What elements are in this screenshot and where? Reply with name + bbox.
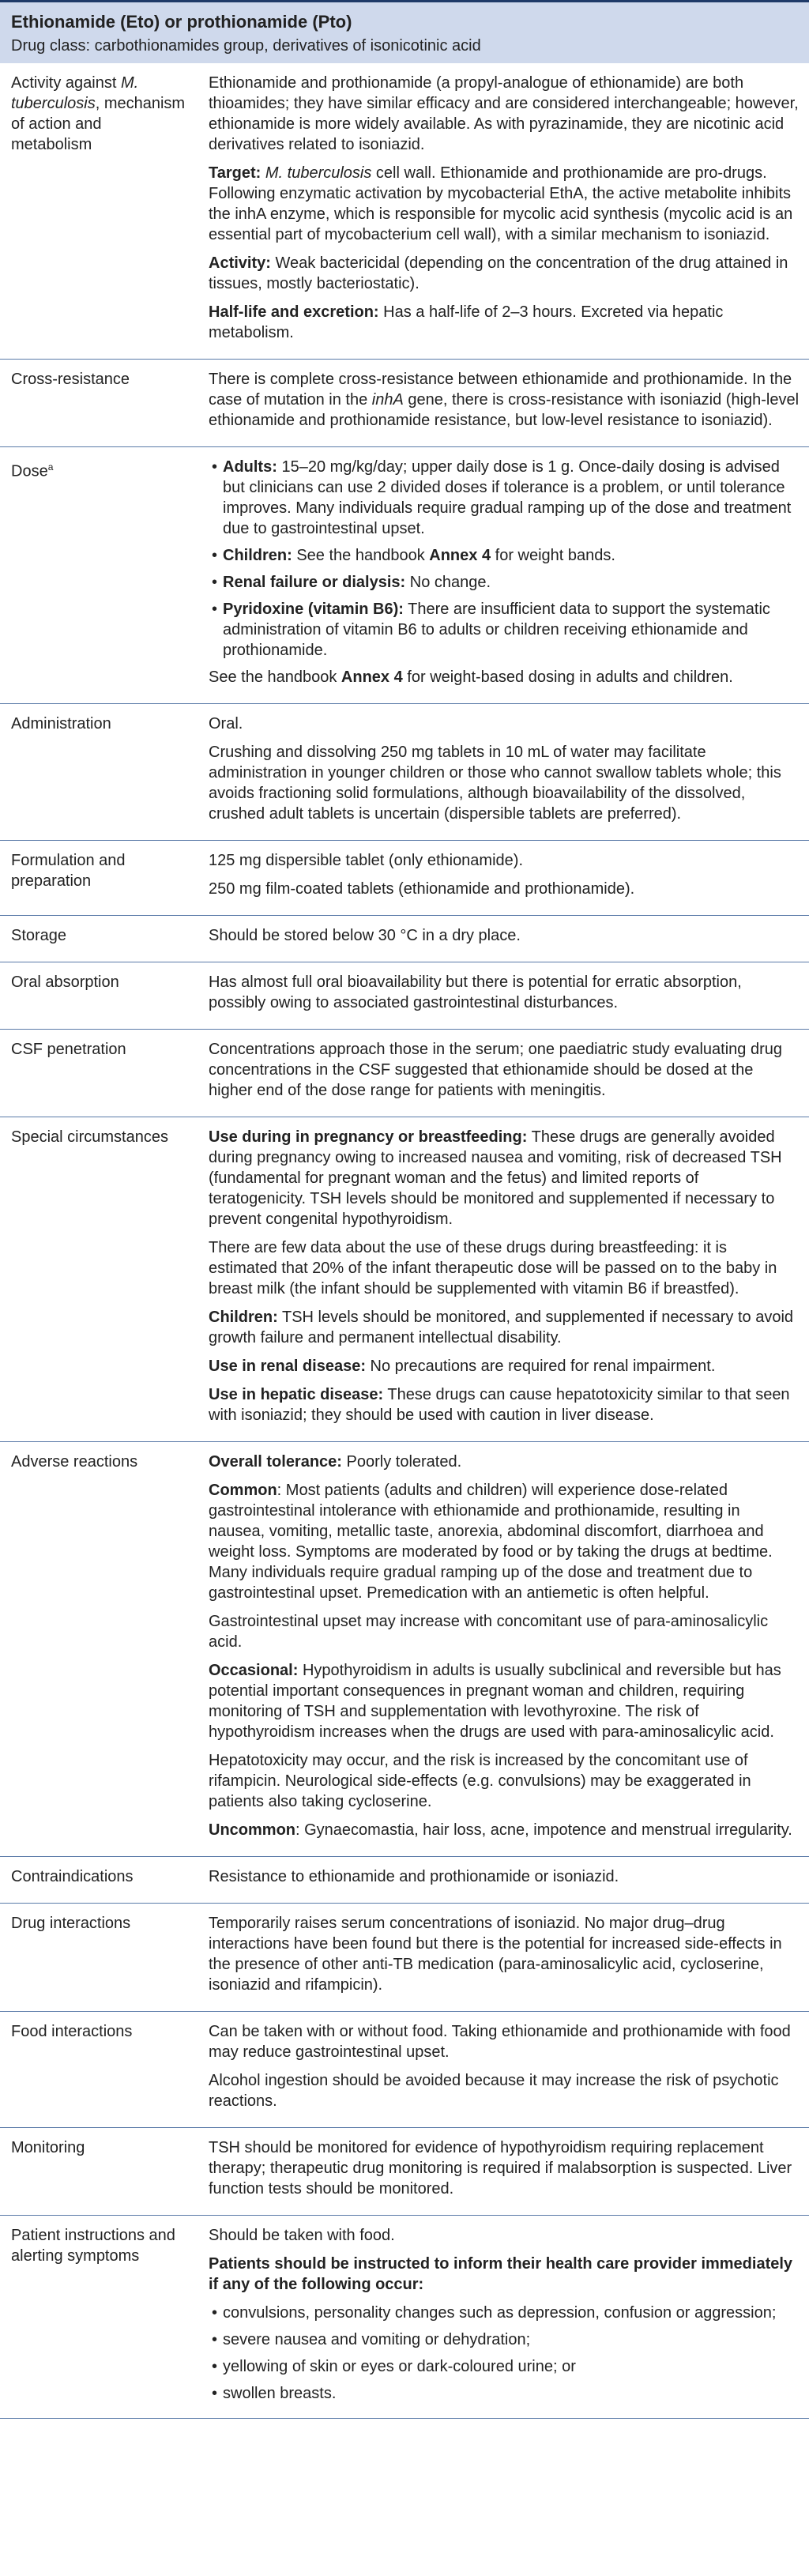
alert-symptom-list — [209, 2303, 800, 2404]
paragraph: Concentrations approach those in the serum; one paediatric study evaluating drug concentrations in the CSF suggested that ethionamide should be dosed at the higher end of the dose range for patients with meningitis. — [209, 1041, 783, 1099]
row-content — [194, 2012, 809, 2128]
label-text: Dose — [11, 462, 48, 480]
paragraph — [209, 1384, 800, 1425]
text: for weight-based dosing in adults and children. — [402, 668, 733, 686]
label-organism: M. tuberculosis — [11, 74, 139, 112]
paragraph — [209, 667, 800, 687]
row-label: Food interactions — [0, 2012, 194, 2128]
hepatic-label: Use in hepatic disease: — [209, 1386, 384, 1403]
paragraph — [209, 302, 800, 343]
list-item: • swollen breasts. — [223, 2383, 800, 2404]
paragraph: Resistance to ethionamide and prothionamide or isoniazid. — [209, 1868, 619, 1885]
row-csf-penetration — [0, 1030, 809, 1117]
text: See the handbook — [209, 668, 341, 686]
paragraph — [209, 369, 800, 431]
row-content — [194, 1117, 809, 1442]
list-item — [223, 457, 800, 539]
common-label: Common — [209, 1482, 277, 1499]
paragraph: Should be stored below 30 °C in a dry place. — [209, 927, 521, 944]
row-content — [194, 360, 809, 447]
paragraph: Crushing and dissolving 250 mg tablets in 10 mL of water may facilitate administration in younger children or those who cannot swallow tablets whole; this avoids fractioning solid formulations, although bioavailability of the dissolved, crushed adult tablets is uncertain (dispersible tablets are preferred). — [209, 744, 781, 823]
row-content — [194, 1904, 809, 2012]
row-content — [194, 1857, 809, 1904]
pyridoxine-text: There are insufficient data to support the systematic administration of vitamin B6 to adults or children receiving ethionamide and prothionamide. — [223, 601, 770, 659]
page-title: Ethionamide (Eto) or prothionamide (Pto) — [11, 12, 352, 32]
gene-name: inhA — [371, 391, 404, 409]
paragraph — [209, 1307, 800, 1348]
paragraph — [209, 1356, 800, 1377]
row-dose — [0, 447, 809, 704]
paragraph: Gastrointestinal upset may increase with concomitant use of para-aminosalicylic acid. — [209, 1613, 769, 1651]
target-text: cell wall. Ethionamide and prothionamide are pro-drugs. Following enzymatic activation by mycobacterial EthA, the active metabolite inhibits the inhA enzyme, which is responsible for mycolic acid synthesis (mycolic acid is an essential part of mycobacterium cell wall), with a similar mechanism to isoniazid. — [209, 164, 793, 243]
common-text: : Most patients (adults and children) will experience dose-related gastrointestinal intolerance with ethionamide and prothionamide, resulting in nausea, vomiting, metallic taste, anorexia, abdominal discomfort, diarrhoea and weight loss. Symptoms are moderated by food or by taking the drugs at bedtime. Many individuals require gradual ramping up of the dose and treatment due to gastrointestinal upset. Premedication with an antiemetic is often helpful. — [209, 1482, 773, 1602]
occasional-label: Occasional: — [209, 1662, 299, 1679]
target-label: Target: — [209, 164, 262, 182]
pyridoxine-label: Pyridoxine (vitamin B6): — [223, 601, 404, 618]
row-label: Administration — [0, 704, 194, 841]
monograph-header — [0, 0, 809, 63]
children-label: Children: — [209, 1309, 278, 1326]
list-item: • convulsions, personality changes such as depression, confusion or aggression; — [223, 2303, 800, 2323]
paragraph: 125 mg dispersible tablet (only ethionamide). — [209, 852, 523, 869]
row-patient-instructions — [0, 2216, 809, 2419]
half-life-text: Has a half-life of 2–3 hours. Excreted via hepatic metabolism. — [209, 303, 724, 341]
row-formulation — [0, 841, 809, 916]
pregnancy-text: These drugs are generally avoided during pregnancy owing to increased nausea and vomiting, risk of decreased TSH (fundamental for pregnant woman and the fetus) and limited reports of teratogenicity. TSH levels should be monitored and supplemented if necessary to prevent congenital hypothyroidism. — [209, 1128, 782, 1228]
paragraph: Alcohol ingestion should be avoided because it may increase the risk of psychotic reactions. — [209, 2072, 779, 2110]
renal-text: No precautions are required for renal impairment. — [365, 1358, 716, 1375]
paragraph — [209, 1820, 800, 1840]
row-label: Monitoring — [0, 2128, 194, 2216]
monograph-table — [0, 63, 809, 2419]
text: gene, there is cross-resistance with isoniazid (high-level ethionamide and prothionamide resistance, but low-level resistance to isoniazid). — [209, 391, 800, 429]
paragraph: There are few data about the use of these drugs during breastfeeding: it is estimated that 20% of the infant therapeutic dose will be passed on to the baby in breast milk (the infant should be supplemented with vitamin B6 if breastfed). — [209, 1239, 777, 1297]
list-item: • yellowing of skin or eyes or dark-coloured urine; or — [223, 2356, 800, 2377]
paragraph — [209, 163, 800, 245]
row-content — [194, 1030, 809, 1117]
row-storage — [0, 916, 809, 962]
row-content — [194, 841, 809, 916]
children-text: TSH levels should be monitored, and supplemented if necessary to avoid growth failure and permanent intellectual disability. — [209, 1309, 794, 1346]
overall-label: Overall tolerance: — [209, 1453, 342, 1471]
row-administration — [0, 704, 809, 841]
row-food-interactions — [0, 2012, 809, 2128]
row-label: Adverse reactions — [0, 1442, 194, 1857]
children-label: Children: — [223, 547, 292, 564]
row-monitoring — [0, 2128, 809, 2216]
paragraph: Should be taken with food. — [209, 2227, 395, 2244]
paragraph — [209, 1127, 800, 1230]
paragraph: Has almost full oral bioavailability but there is potential for erratic absorption, possibly owing to associated gastrointestinal disturbances. — [209, 974, 742, 1011]
activity-label: Activity: — [209, 254, 271, 272]
row-content — [194, 1442, 809, 1857]
list-item — [223, 545, 800, 566]
row-oral-absorption — [0, 962, 809, 1030]
paragraph — [209, 1452, 800, 1472]
text: See the handbook — [292, 547, 430, 564]
annex-reference: Annex 4 — [429, 547, 491, 564]
uncommon-label: Uncommon — [209, 1821, 295, 1839]
row-label: Patient instructions and alerting symptoms — [0, 2216, 194, 2419]
dose-list — [209, 457, 800, 661]
row-label: Formulation and preparation — [0, 841, 194, 916]
row-content — [194, 962, 809, 1030]
list-item: • severe nausea and vomiting or dehydration; — [223, 2329, 800, 2350]
occasional-text: Hypothyroidism in adults is usually subclinical and reversible but has potential important consequences in pregnant woman and children, requiring monitoring of TSH and supplementation with levothyroxine. The risk of hypothyroidism increases when the drugs are used with para-aminosalicylic acid. — [209, 1662, 781, 1741]
row-label: Special circumstances — [0, 1117, 194, 1442]
adults-text: 15–20 mg/kg/day; upper daily dose is 1 g. Once-daily dosing is advised but clinicians can use 2 divided doses if tolerance is a problem, or until tolerance improves. Many individuals require gradual ramping up of the dose and treatment due to gastrointestinal upset. — [223, 458, 792, 537]
annex-reference: Annex 4 — [341, 668, 403, 686]
row-special-circumstances — [0, 1117, 809, 1442]
row-contraindications — [0, 1857, 809, 1904]
paragraph: Temporarily raises serum concentrations of isoniazid. No major drug–drug interactions have been found but there is the potential for increased side-effects in the presence of other anti-TB medication (para-aminosalicylic acid, cycloserine, isoniazid and rifampicin). — [209, 1915, 782, 1994]
footnote-marker: a — [47, 461, 54, 473]
activity-text: Weak bactericidal (depending on the concentration of the drug attained in tissues, mostly bacteriostatic). — [209, 254, 788, 292]
row-activity — [0, 63, 809, 360]
row-content — [194, 704, 809, 841]
half-life-label: Half-life and excretion: — [209, 303, 379, 321]
paragraph: Ethionamide and prothionamide (a propyl-analogue of ethionamide) are both thioamides; they have similar efficacy and are considered interchangeable; however, ethionamide is more widely available. As with pyrazinamide, they are nicotinic acid derivatives related to isoniazid. — [209, 74, 799, 153]
list-item — [223, 599, 800, 661]
paragraph: Oral. — [209, 715, 243, 733]
label-part: Activity against — [11, 74, 121, 92]
adults-label: Adults: — [223, 458, 277, 476]
row-adverse-reactions — [0, 1442, 809, 1857]
row-content — [194, 2128, 809, 2216]
row-content — [194, 63, 809, 360]
renal-label: Renal failure or dialysis: — [223, 574, 406, 591]
paragraph — [209, 1660, 800, 1742]
row-drug-interactions — [0, 1904, 809, 2012]
row-label: Drug interactions — [0, 1904, 194, 2012]
drug-class-subtitle: Drug class: carbothionamides group, derivatives of isonicotinic acid — [11, 37, 481, 55]
row-label — [0, 63, 194, 360]
row-label — [0, 447, 194, 704]
row-content — [194, 2216, 809, 2419]
uncommon-text: : Gynaecomastia, hair loss, acne, impotence and menstrual irregularity. — [295, 1821, 792, 1839]
hepatic-text: These drugs can cause hepatotoxicity similar to that seen with isoniazid; they should be used with caution in liver disease. — [209, 1386, 790, 1424]
paragraph — [209, 1480, 800, 1603]
paragraph: 250 mg film-coated tablets (ethionamide and prothionamide). — [209, 880, 635, 898]
row-label: Oral absorption — [0, 962, 194, 1030]
label-part: , mechanism of action and metabolism — [11, 95, 186, 153]
row-label: Contraindications — [0, 1857, 194, 1904]
pregnancy-label: Use during in pregnancy or breastfeeding: — [209, 1128, 528, 1146]
renal-text: No change. — [405, 574, 491, 591]
paragraph: Patients should be instructed to inform their health care provider immediately if any of the following occur: — [209, 2255, 793, 2293]
paragraph: TSH should be monitored for evidence of hypothyroidism requiring replacement therapy; therapeutic drug monitoring is required if malabsorption is suspected. Liver function tests should be monitored. — [209, 2139, 792, 2198]
row-label: Cross-resistance — [0, 360, 194, 447]
row-content — [194, 447, 809, 704]
overall-text: Poorly tolerated. — [341, 1453, 462, 1471]
row-cross-resistance — [0, 360, 809, 447]
list-item — [223, 572, 800, 593]
organism-name: M. tuberculosis — [265, 164, 372, 182]
renal-label: Use in renal disease: — [209, 1358, 366, 1375]
paragraph: Hepatotoxicity may occur, and the risk is increased by the concomitant use of rifampicin. Neurological side-effects (e.g. convulsions) may be exaggerated in patients also taking cycloserine. — [209, 1752, 751, 1810]
row-label: CSF penetration — [0, 1030, 194, 1117]
row-content — [194, 916, 809, 962]
text: for weight bands. — [491, 547, 615, 564]
paragraph: Can be taken with or without food. Taking ethionamide and prothionamide with food may reduce gastrointestinal upset. — [209, 2023, 791, 2061]
text: There is complete cross-resistance between ethionamide and prothionamide. In the case of mutation in the — [209, 371, 792, 409]
row-label: Storage — [0, 916, 194, 962]
paragraph — [209, 253, 800, 294]
